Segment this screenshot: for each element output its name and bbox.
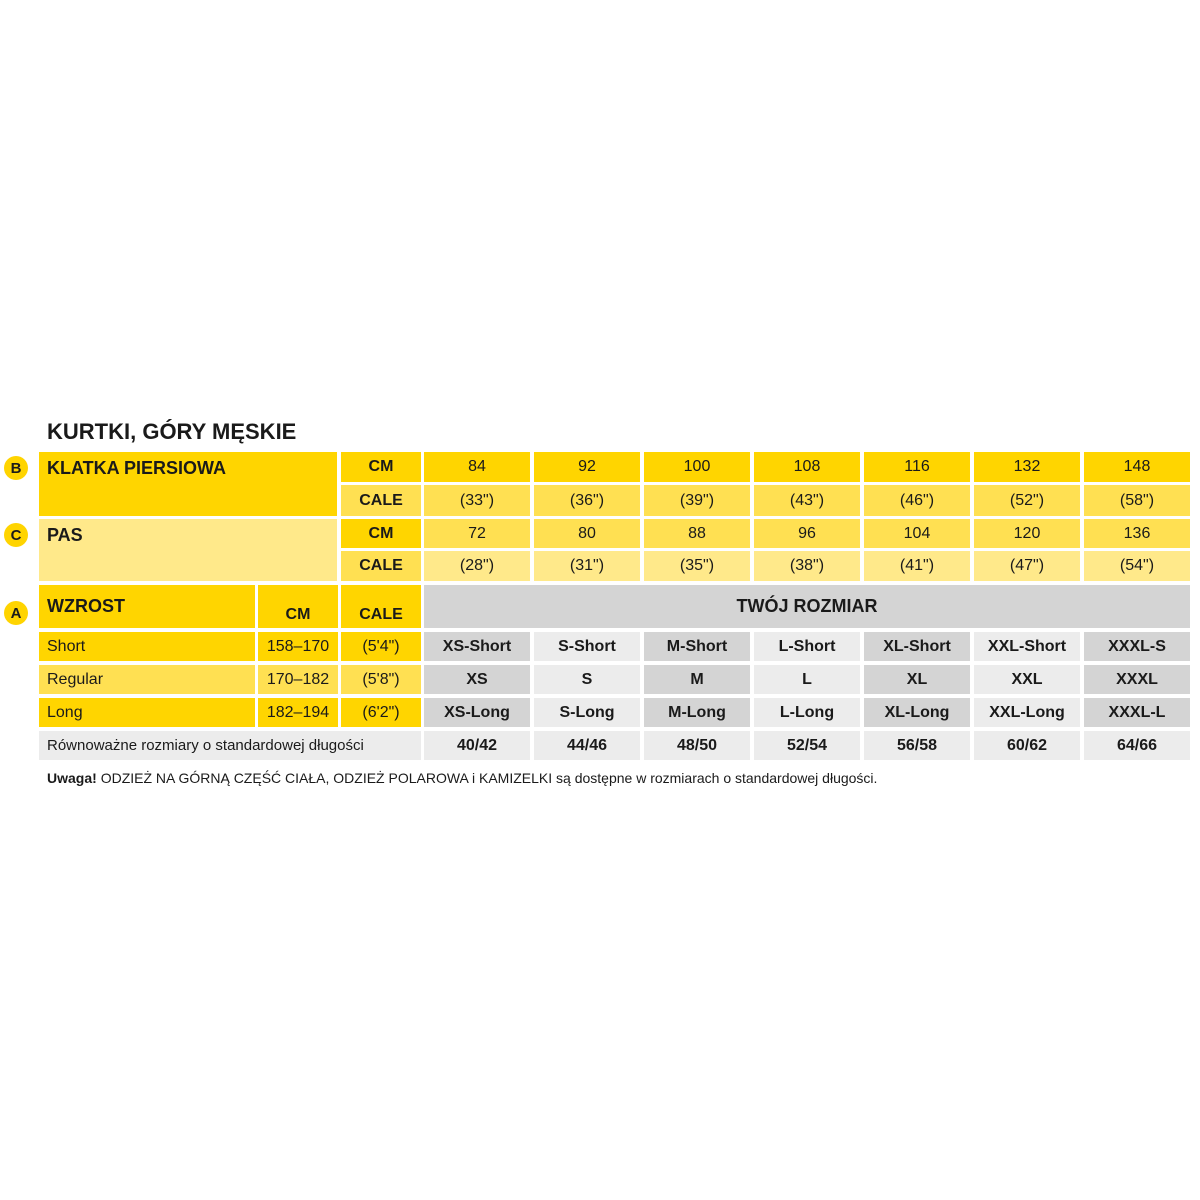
size-cell: S <box>534 665 640 694</box>
size-cell: XS <box>424 665 530 694</box>
height-row-inch: (5'4") <box>341 632 421 661</box>
height-badge: A <box>4 601 28 625</box>
size-cell: M-Long <box>644 698 750 727</box>
waist-inch-value: (31") <box>534 551 640 581</box>
height-row-name: Long <box>39 698 255 727</box>
size-cell: XXXL-S <box>1084 632 1190 661</box>
waist-cm-value: 80 <box>534 519 640 548</box>
waist-inch-value: (54") <box>1084 551 1190 581</box>
chest-inch-value: (39") <box>644 485 750 516</box>
waist-inch-value: (35") <box>644 551 750 581</box>
chest-inch-value: (46") <box>864 485 970 516</box>
waist-cm-value: 88 <box>644 519 750 548</box>
note <box>47 768 877 788</box>
waist-label: PAS <box>39 519 337 581</box>
equivalent-value: 48/50 <box>644 731 750 760</box>
note-text: ODZIEŻ NA GÓRNĄ CZĘŚĆ CIAŁA, ODZIEŻ POLAROWA i KAMIZELKI są dostępne w rozmiarach o standardowej długości. <box>100 770 878 786</box>
height-inch-unit: CALE <box>341 585 421 628</box>
size-cell: XL-Long <box>864 698 970 727</box>
waist-cm-value: 120 <box>974 519 1080 548</box>
size-cell: XXXL <box>1084 665 1190 694</box>
equivalent-value: 64/66 <box>1084 731 1190 760</box>
waist-inch-value: (47") <box>974 551 1080 581</box>
height-row-cm: 158–170 <box>258 632 338 661</box>
equivalent-value: 52/54 <box>754 731 860 760</box>
equivalent-value: 40/42 <box>424 731 530 760</box>
size-cell: L-Short <box>754 632 860 661</box>
chest-inch-value: (36") <box>534 485 640 516</box>
chest-cm-value: 84 <box>424 452 530 482</box>
chest-label: KLATKA PIERSIOWA <box>39 452 337 516</box>
waist-inch-value: (28") <box>424 551 530 581</box>
waist-cm-value: 136 <box>1084 519 1190 548</box>
waist-inch-value: (38") <box>754 551 860 581</box>
size-cell: XS-Short <box>424 632 530 661</box>
chest-inch-unit: CALE <box>341 485 421 516</box>
size-cell: XXL <box>974 665 1080 694</box>
chest-cm-unit: CM <box>341 452 421 482</box>
chest-inch-value: (52") <box>974 485 1080 516</box>
equivalent-value: 60/62 <box>974 731 1080 760</box>
height-row-inch: (5'8") <box>341 665 421 694</box>
height-row-cm: 170–182 <box>258 665 338 694</box>
equivalent-value: 44/46 <box>534 731 640 760</box>
chest-cm-value: 148 <box>1084 452 1190 482</box>
waist-cm-value: 104 <box>864 519 970 548</box>
size-cell: M-Short <box>644 632 750 661</box>
size-cell: S-Long <box>534 698 640 727</box>
size-cell: M <box>644 665 750 694</box>
chest-cm-value: 132 <box>974 452 1080 482</box>
size-cell: L <box>754 665 860 694</box>
size-cell: XXXL-L <box>1084 698 1190 727</box>
waist-inch-unit: CALE <box>341 551 421 581</box>
size-header: TWÓJ ROZMIAR <box>424 585 1190 628</box>
waist-cm-unit: CM <box>341 519 421 548</box>
size-cell: S-Short <box>534 632 640 661</box>
chest-cm-value: 100 <box>644 452 750 482</box>
height-row-name: Short <box>39 632 255 661</box>
chest-inch-value: (58") <box>1084 485 1190 516</box>
height-cm-unit: CM <box>258 585 338 628</box>
chest-cm-value: 92 <box>534 452 640 482</box>
height-row-cm: 182–194 <box>258 698 338 727</box>
height-row-inch: (6'2") <box>341 698 421 727</box>
height-row-name: Regular <box>39 665 255 694</box>
height-label: WZROST <box>39 585 255 628</box>
waist-cm-value: 72 <box>424 519 530 548</box>
size-cell: XXL-Long <box>974 698 1080 727</box>
equivalent-value: 56/58 <box>864 731 970 760</box>
chest-cm-value: 108 <box>754 452 860 482</box>
waist-badge: C <box>4 523 28 547</box>
page-title: KURTKI, GÓRY MĘSKIE <box>47 419 297 444</box>
size-cell: XL-Short <box>864 632 970 661</box>
chest-cm-value: 116 <box>864 452 970 482</box>
chest-inch-value: (43") <box>754 485 860 516</box>
size-cell: XS-Long <box>424 698 530 727</box>
waist-inch-value: (41") <box>864 551 970 581</box>
size-cell: XXL-Short <box>974 632 1080 661</box>
waist-cm-value: 96 <box>754 519 860 548</box>
size-cell: L-Long <box>754 698 860 727</box>
note-prefix: Uwaga! <box>47 770 97 786</box>
size-cell: XL <box>864 665 970 694</box>
equivalent-label: Równoważne rozmiary o standardowej długości <box>39 731 421 760</box>
chest-inch-value: (33") <box>424 485 530 516</box>
chest-badge: B <box>4 456 28 480</box>
